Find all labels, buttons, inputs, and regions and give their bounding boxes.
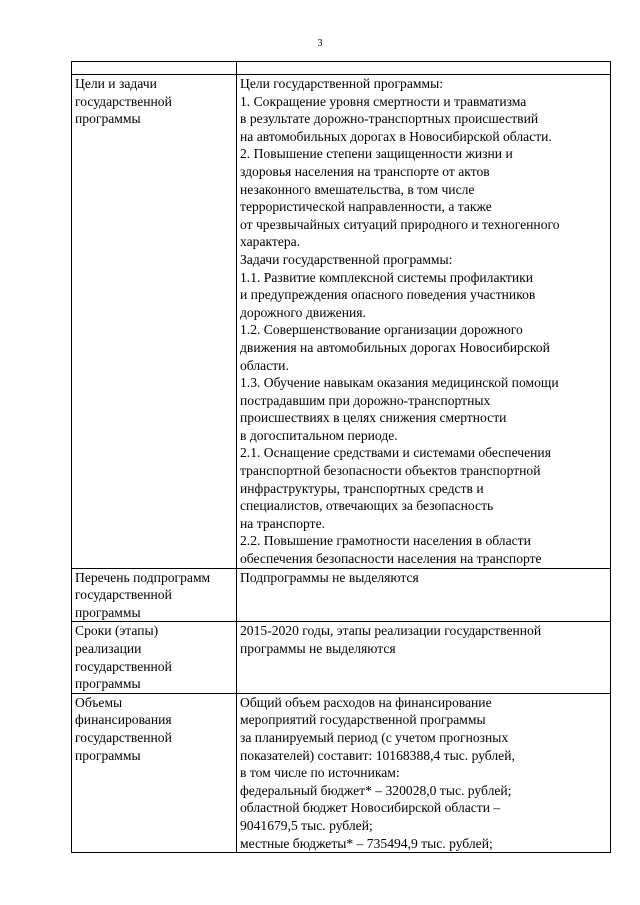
content-line: показателей) составит: 10168388,4 тыс. рублей, (240, 747, 515, 763)
row-content-funding (237, 693, 611, 852)
content-line: здоровья населения на транспорте от актов (240, 163, 490, 179)
content-line: 2. Повышение степени защищенности жизни и (240, 146, 513, 162)
content-line: Цели государственной программы: (240, 76, 443, 91)
content-line: специалистов, отвечающих за безопасность (240, 498, 494, 514)
content-line: за планируемый период (с учетом прогнозных (240, 729, 509, 745)
label-line: реализации (75, 641, 142, 656)
content-line: характера. (240, 234, 301, 250)
content-line: в том числе по источникам: (240, 765, 400, 781)
content-line: 2.2. Повышение грамотности населения в области (240, 533, 531, 549)
table-header-spacer-row (72, 62, 611, 75)
row-label-goals-tasks (72, 75, 237, 569)
content-line: Задачи государственной программы: (240, 251, 453, 267)
table-row-subprograms (72, 568, 611, 622)
content-line: 2.1. Оснащение средствами и системами обеспечения (240, 445, 551, 461)
table-row-goals-tasks (72, 75, 611, 569)
row-content-timeline (237, 622, 611, 693)
passport-table-body (72, 62, 611, 853)
label-line: финансирования (75, 712, 172, 728)
row-content-subprograms (237, 568, 611, 622)
label-line: государственной (75, 587, 172, 603)
content-line: пострадавшим при дорожно-транспортных (240, 392, 491, 408)
label-line: программы (75, 604, 141, 620)
content-line: незаконного вмешательства, в том числе (240, 181, 475, 197)
label-line: Перечень подпрограмм (75, 569, 211, 585)
content-line: дорожного движения. (240, 304, 366, 320)
label-line: государственной (75, 658, 172, 674)
page-number: 3 (317, 38, 323, 49)
program-passport-table (71, 61, 611, 853)
row-label-funding (72, 693, 237, 852)
content-line: программы не выделяются (240, 641, 396, 656)
content-line: на автомобильных дорогах в Новосибирской области. (240, 128, 552, 144)
label-line: Объемы (75, 694, 123, 710)
content-line: обеспечения безопасности населения на транспорте (240, 551, 542, 567)
table-row-timeline (72, 622, 611, 693)
content-line: от чрезвычайных ситуаций природного и техногенного (240, 216, 560, 232)
table-row-funding (72, 693, 611, 852)
label-line: Цели и задачи (75, 76, 157, 91)
label-line: программы (75, 676, 141, 692)
content-line: мероприятий государственной программы (240, 712, 486, 728)
row-label-subprograms (72, 568, 237, 622)
content-line: 1.1. Развитие комплексной системы профилактики (240, 269, 534, 285)
content-line: 2015-2020 годы, этапы реализации государственной (240, 623, 542, 639)
content-line: федеральный бюджет* – 320028,0 тыс. рублей; (240, 782, 512, 798)
content-line: в догоспитальном периоде. (240, 427, 398, 443)
content-line: 1. Сокращение уровня смертности и травматизма (240, 93, 527, 109)
content-line: 1.3. Обучение навыкам оказания медицинской помощи (240, 375, 559, 391)
label-line: государственной (75, 729, 172, 745)
content-line: местные бюджеты* – 735494,9 тыс. рублей; (240, 835, 493, 851)
row-content-goals-tasks (237, 75, 611, 569)
content-line: в результате дорожно-транспортных происшествий (240, 111, 539, 127)
content-line: террористической направленности, а также (240, 199, 492, 215)
content-line: движения на автомобильных дорогах Новосибирской (240, 339, 550, 355)
content-line: происшествиях в целях снижения смертности (240, 410, 507, 426)
content-line: области. (240, 357, 289, 373)
content-line: и предупреждения опасного поведения участников (240, 287, 536, 303)
content-line: на транспорте. (240, 515, 326, 531)
content-line: Общий объем расходов на финансирование (240, 694, 492, 710)
spacer-cell-left (72, 62, 237, 75)
spacer-cell-right (237, 62, 611, 75)
content-line: инфраструктуры, транспортных средств и (240, 480, 484, 496)
content-line: областной бюджет Новосибирской области – (240, 800, 501, 816)
label-line: программы (75, 747, 141, 763)
content-line: транспортной безопасности объектов транспортной (240, 463, 541, 479)
content-line: Подпрограммы не выделяются (240, 569, 419, 585)
label-line: программы (75, 111, 141, 127)
content-line: 1.2. Совершенствование организации дорожного (240, 322, 523, 338)
row-label-timeline (72, 622, 237, 693)
content-line: 9041679,5 тыс. рублей; (240, 817, 373, 833)
label-line: государственной (75, 93, 172, 109)
label-line: Сроки (этапы) (75, 623, 159, 639)
